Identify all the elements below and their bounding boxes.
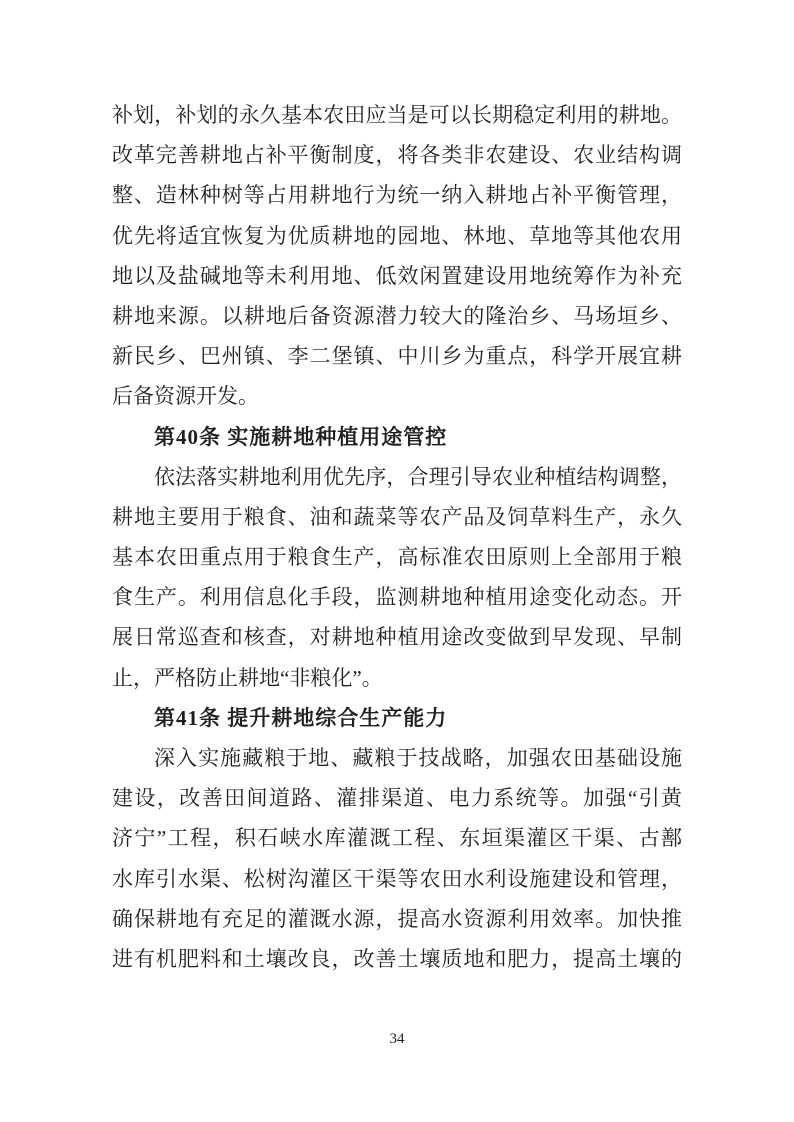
text-line: 新民乡、巴州镇、李二堡镇、中川乡为重点，科学开展宜耕 [112, 344, 682, 369]
text-line: 整、造林种树等占用耕地行为统一纳入耕地占补平衡管理， [112, 183, 682, 208]
text-line: 地以及盐碱地等未利用地、低效闲置建设用地统筹作为补充 [112, 263, 682, 288]
text-line: 基本农田重点用于粮食生产，高标准农田原则上全部用于粮 [112, 545, 682, 570]
text-line: 确保耕地有充足的灌溉水源，提高水资源利用效率。加快推 [112, 906, 682, 931]
section-heading: 第41条 提升耕地综合生产能力 [154, 705, 448, 730]
text-line: 进有机肥料和土壤改良，改善土壤质地和肥力，提高土壤的 [112, 946, 682, 971]
text-line: 耕地主要用于粮食、油和蔬菜等农产品及饲草料生产，永久 [112, 504, 682, 529]
text-line: 改革完善耕地占补平衡制度，将各类非农建设、农业结构调 [112, 143, 682, 168]
text-line: 展日常巡查和核查，对耕地种植用途改变做到早发现、早制 [112, 625, 682, 650]
text-line: 耕地来源。以耕地后备资源潜力较大的隆治乡、马场垣乡、 [112, 303, 682, 328]
text-line: 水库引水渠、松树沟灌区干渠等农田水利设施建设和管理， [112, 866, 682, 891]
text-line: 食生产。利用信息化手段，监测耕地种植用途变化动态。开 [112, 585, 682, 610]
text-line: 后备资源开发。 [112, 384, 259, 409]
text-line: 济宁”工程，积石峡水库灌溉工程、东垣渠灌区干渠、古鄯 [112, 826, 682, 851]
text-line: 止，严格防止耕地“非粮化”。 [112, 665, 383, 690]
text-line: 建设，改善田间道路、灌排渠道、电力系统等。加强“引黄 [112, 786, 682, 811]
text-line: 优先将适宜恢复为优质耕地的园地、林地、草地等其他农用 [112, 223, 682, 248]
page-number: 34 [389, 1031, 405, 1047]
text-line: 深入实施藏粮于地、藏粮于技战略，加强农田基础设施 [154, 746, 682, 770]
text-line: 补划，补划的永久基本农田应当是可以长期稳定利用的耕地。 [112, 103, 682, 127]
section-heading: 第40条 实施耕地种植用途管控 [154, 424, 448, 449]
document-body [112, 95, 682, 979]
text-line: 依法落实耕地利用优先序，合理引导农业种植结构调整， [154, 464, 682, 489]
